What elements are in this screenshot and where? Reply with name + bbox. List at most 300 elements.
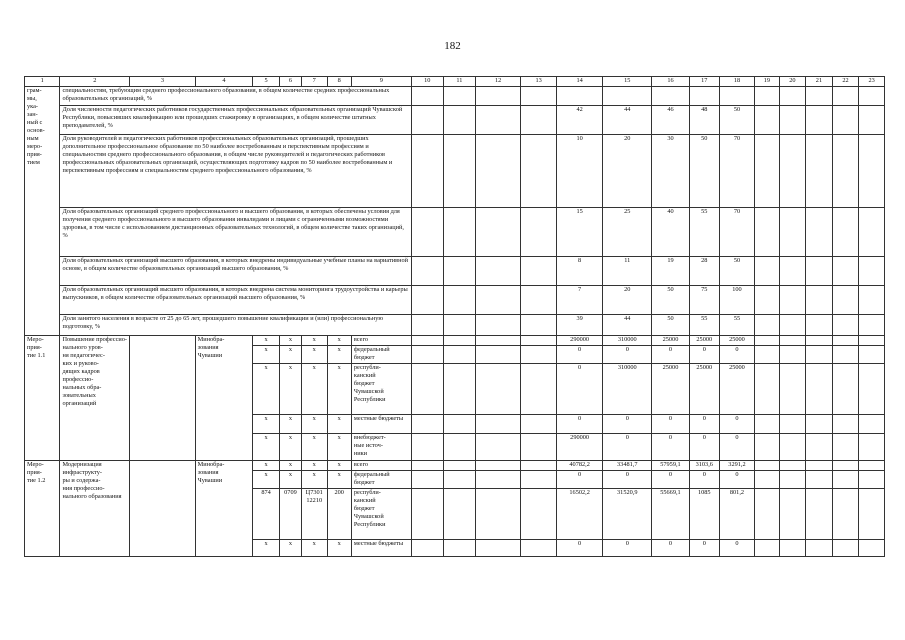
funding-value: 16502,2 bbox=[556, 489, 603, 540]
table-cell bbox=[411, 106, 443, 135]
table-cell bbox=[755, 489, 779, 540]
table-cell bbox=[411, 286, 443, 315]
budget-code: x bbox=[253, 434, 280, 461]
table-cell bbox=[521, 315, 556, 336]
indicator-text: Доля образовательных организаций среднего профессионального и высшего образования, в которых обеспечены условия для получения среднего профессионального и высшего образования инвалидами и лицами с ограниченными возможностями здоровья, в том числе с использованием дистанционных образовательных технологий, в общем количестве таких организаций, % bbox=[60, 208, 411, 257]
table-cell bbox=[443, 315, 475, 336]
indicator-value bbox=[603, 87, 652, 106]
indicator-value: 44 bbox=[603, 315, 652, 336]
table-cell bbox=[521, 415, 556, 434]
table-cell bbox=[859, 106, 885, 135]
table-cell bbox=[443, 135, 475, 208]
table-cell bbox=[755, 257, 779, 286]
table-cell bbox=[521, 106, 556, 135]
funding-value: 25000 bbox=[652, 336, 690, 346]
table-cell bbox=[806, 415, 833, 434]
indicator-value: 55 bbox=[689, 208, 719, 257]
table-cell bbox=[411, 336, 443, 346]
table-cell bbox=[443, 286, 475, 315]
indicator-value: 48 bbox=[689, 106, 719, 135]
budget-code: x bbox=[279, 364, 301, 415]
table-cell bbox=[832, 315, 859, 336]
table-cell bbox=[779, 135, 806, 208]
column-header: 18 bbox=[719, 77, 754, 87]
table-cell bbox=[806, 471, 833, 489]
funding-value: 0 bbox=[556, 364, 603, 415]
table-cell bbox=[859, 346, 885, 364]
indicator-text: Доля руководителей и педагогических работников профессиональных образовательных организаций, прошедших дополнительное профессиональное образование по 50 наиболее востребованным и перспективным профессиям и специальностям среднего профессионального образования, в общем числе руководителей и педагогических работников профессиональных образовательных организаций, осуществляющих подготовку кадров по 50 наиболее востребованным и перспективным профессиям и специальностям среднего профессионального образования, % bbox=[60, 135, 411, 208]
funding-value: 310000 bbox=[603, 336, 652, 346]
measure-name: Повышение профессио- нального уров- ня педагогичес- ких и руково- дящих кадров профессио- нальных обра- зовательных организаций bbox=[60, 336, 130, 461]
table-cell bbox=[443, 434, 475, 461]
table-cell bbox=[779, 346, 806, 364]
table-cell bbox=[521, 257, 556, 286]
funding-value: 25000 bbox=[689, 336, 719, 346]
measure-label: Меро- прия- тие 1.1 bbox=[25, 336, 60, 461]
funding-value: 31520,9 bbox=[603, 489, 652, 540]
table-cell bbox=[411, 471, 443, 489]
budget-code: x bbox=[253, 415, 280, 434]
table-cell bbox=[779, 471, 806, 489]
table-cell bbox=[806, 286, 833, 315]
column-header: 23 bbox=[859, 77, 885, 87]
table-cell bbox=[755, 87, 779, 106]
page-number: 182 bbox=[444, 40, 461, 52]
table-cell bbox=[755, 461, 779, 471]
table-cell bbox=[806, 135, 833, 208]
indicator-row bbox=[25, 286, 885, 315]
table-cell bbox=[806, 336, 833, 346]
budget-code: x bbox=[302, 415, 327, 434]
funding-value: 0 bbox=[603, 471, 652, 489]
table-cell bbox=[779, 106, 806, 135]
table-cell bbox=[755, 364, 779, 415]
table-cell bbox=[806, 364, 833, 415]
indicator-value: 25 bbox=[603, 208, 652, 257]
budget-code: x bbox=[302, 461, 327, 471]
budget-code: x bbox=[302, 434, 327, 461]
budget-code: x bbox=[327, 336, 351, 346]
table-cell bbox=[806, 315, 833, 336]
table-cell bbox=[130, 336, 195, 461]
table-cell bbox=[521, 336, 556, 346]
funding-value: 0 bbox=[603, 346, 652, 364]
indicator-value: 70 bbox=[719, 208, 754, 257]
funding-value: 0 bbox=[556, 415, 603, 434]
budget-code: x bbox=[302, 471, 327, 489]
budget-code: x bbox=[279, 346, 301, 364]
indicator-value: 8 bbox=[556, 257, 603, 286]
table-cell bbox=[755, 336, 779, 346]
table-cell bbox=[443, 364, 475, 415]
table-cell bbox=[521, 286, 556, 315]
table-cell bbox=[859, 135, 885, 208]
budget-code: x bbox=[279, 415, 301, 434]
indicator-value: 20 bbox=[603, 286, 652, 315]
budget-code: x bbox=[327, 540, 351, 557]
column-header: 22 bbox=[832, 77, 859, 87]
budget-code: x bbox=[279, 540, 301, 557]
table-cell bbox=[755, 106, 779, 135]
funding-value: 0 bbox=[652, 415, 690, 434]
table-cell bbox=[443, 87, 475, 106]
budget-code: x bbox=[327, 434, 351, 461]
table-cell bbox=[411, 346, 443, 364]
table-cell bbox=[475, 346, 520, 364]
column-header: 11 bbox=[443, 77, 475, 87]
indicator-value: 19 bbox=[652, 257, 690, 286]
column-header: 7 bbox=[302, 77, 327, 87]
funding-value: 0 bbox=[689, 415, 719, 434]
funding-value: 290000 bbox=[556, 434, 603, 461]
table-cell bbox=[521, 208, 556, 257]
table-cell bbox=[859, 540, 885, 557]
funding-value: 0 bbox=[652, 434, 690, 461]
funding-source: местные бюджеты bbox=[351, 415, 411, 434]
indicator-value: 28 bbox=[689, 257, 719, 286]
column-header: 14 bbox=[556, 77, 603, 87]
budget-code: x bbox=[279, 471, 301, 489]
budget-code: x bbox=[279, 434, 301, 461]
table-cell bbox=[521, 461, 556, 471]
program-table bbox=[24, 76, 885, 557]
budget-code: x bbox=[279, 461, 301, 471]
funding-value: 25000 bbox=[719, 364, 754, 415]
table-cell bbox=[411, 135, 443, 208]
funding-value: 290000 bbox=[556, 336, 603, 346]
measure-label: Меро- прия- тие 1.2 bbox=[25, 461, 60, 557]
table-cell bbox=[755, 135, 779, 208]
funding-value: 0 bbox=[652, 540, 690, 557]
funding-value: 25000 bbox=[689, 364, 719, 415]
funding-value: 0 bbox=[603, 540, 652, 557]
table-cell bbox=[475, 315, 520, 336]
side-label: грам- мы, ука- зан- ный с основ- ным меро- прия- тием bbox=[25, 87, 60, 336]
table-cell bbox=[859, 489, 885, 540]
budget-code: x bbox=[327, 461, 351, 471]
indicator-value: 50 bbox=[652, 286, 690, 315]
budget-code: x bbox=[302, 346, 327, 364]
funding-value: 25000 bbox=[652, 364, 690, 415]
budget-code: x bbox=[253, 461, 280, 471]
funding-value: 0 bbox=[719, 471, 754, 489]
column-header: 20 bbox=[779, 77, 806, 87]
table-cell bbox=[475, 364, 520, 415]
table-cell bbox=[859, 257, 885, 286]
indicator-value bbox=[652, 87, 690, 106]
indicator-value: 55 bbox=[719, 315, 754, 336]
funding-value: 0 bbox=[719, 346, 754, 364]
indicator-value: 40 bbox=[652, 208, 690, 257]
funding-value: 3103,6 bbox=[689, 461, 719, 471]
budget-code: x bbox=[302, 364, 327, 415]
table-cell bbox=[443, 106, 475, 135]
table-cell bbox=[475, 106, 520, 135]
table-cell bbox=[411, 434, 443, 461]
column-header: 12 bbox=[475, 77, 520, 87]
table-cell bbox=[859, 461, 885, 471]
table-cell bbox=[832, 208, 859, 257]
column-header: 8 bbox=[327, 77, 351, 87]
table-cell bbox=[411, 257, 443, 286]
table-cell bbox=[832, 461, 859, 471]
table-cell bbox=[411, 540, 443, 557]
table-cell bbox=[411, 415, 443, 434]
table-cell bbox=[806, 106, 833, 135]
table-cell bbox=[779, 461, 806, 471]
table-cell bbox=[411, 489, 443, 540]
indicator-value bbox=[556, 87, 603, 106]
column-header: 19 bbox=[755, 77, 779, 87]
table-cell bbox=[443, 208, 475, 257]
table-cell bbox=[443, 346, 475, 364]
table-cell bbox=[832, 135, 859, 208]
table-cell bbox=[411, 87, 443, 106]
funding-value: 310000 bbox=[603, 364, 652, 415]
table-cell bbox=[806, 540, 833, 557]
funding-source: всего bbox=[351, 336, 411, 346]
table-cell bbox=[521, 346, 556, 364]
indicator-value: 44 bbox=[603, 106, 652, 135]
table-cell bbox=[859, 315, 885, 336]
table-cell bbox=[859, 415, 885, 434]
measure-executor: Минобра- зования Чувашии bbox=[195, 336, 253, 461]
measure-name: Модернизация инфраструкту- ры и содержа- ния профессио- нального образования bbox=[60, 461, 130, 557]
funding-value: 40782,2 bbox=[556, 461, 603, 471]
indicator-value: 10 bbox=[556, 135, 603, 208]
table-cell bbox=[521, 135, 556, 208]
table-cell bbox=[806, 346, 833, 364]
table-cell bbox=[443, 471, 475, 489]
table-cell bbox=[411, 364, 443, 415]
table-cell bbox=[806, 87, 833, 106]
indicator-value: 75 bbox=[689, 286, 719, 315]
measure-row bbox=[25, 461, 885, 471]
table-cell bbox=[755, 415, 779, 434]
indicator-value: 50 bbox=[652, 315, 690, 336]
funding-value: 0 bbox=[652, 346, 690, 364]
table-cell bbox=[832, 346, 859, 364]
indicator-value: 70 bbox=[719, 135, 754, 208]
table-cell bbox=[779, 434, 806, 461]
budget-code: x bbox=[302, 336, 327, 346]
budget-code: x bbox=[253, 336, 280, 346]
table-cell bbox=[443, 336, 475, 346]
indicator-row bbox=[25, 257, 885, 286]
table-cell bbox=[475, 540, 520, 557]
funding-source: федеральный бюджет bbox=[351, 471, 411, 489]
table-cell bbox=[475, 461, 520, 471]
indicator-row bbox=[25, 208, 885, 257]
table-cell bbox=[806, 434, 833, 461]
table-cell bbox=[859, 364, 885, 415]
table-cell bbox=[832, 364, 859, 415]
table-cell bbox=[832, 471, 859, 489]
indicator-text: специальностям, требующим среднего профессионального образования, в общем количестве средних профессиональных образовательных организаций, % bbox=[60, 87, 411, 106]
funding-value: 0 bbox=[652, 471, 690, 489]
table-cell bbox=[806, 257, 833, 286]
funding-value: 0 bbox=[719, 540, 754, 557]
table-cell bbox=[806, 461, 833, 471]
table-cell bbox=[832, 106, 859, 135]
funding-source: республи- канский бюджет Чувашской Республики bbox=[351, 364, 411, 415]
indicator-value bbox=[689, 87, 719, 106]
table-cell bbox=[832, 257, 859, 286]
table-cell bbox=[832, 336, 859, 346]
budget-code: x bbox=[327, 364, 351, 415]
table-cell bbox=[475, 434, 520, 461]
table-cell bbox=[475, 471, 520, 489]
table-cell bbox=[475, 489, 520, 540]
table-cell bbox=[832, 87, 859, 106]
indicator-value: 7 bbox=[556, 286, 603, 315]
funding-source: внебюджет- ные источ- ники bbox=[351, 434, 411, 461]
funding-value: 57959,1 bbox=[652, 461, 690, 471]
indicator-value: 15 bbox=[556, 208, 603, 257]
column-header: 1 bbox=[25, 77, 60, 87]
indicator-value: 30 bbox=[652, 135, 690, 208]
table-cell bbox=[832, 286, 859, 315]
table-cell bbox=[443, 461, 475, 471]
table-cell bbox=[832, 415, 859, 434]
column-header: 2 bbox=[60, 77, 130, 87]
column-header: 5 bbox=[253, 77, 280, 87]
indicator-value: 42 bbox=[556, 106, 603, 135]
budget-code: x bbox=[327, 415, 351, 434]
indicator-value: 100 bbox=[719, 286, 754, 315]
funding-value: 0 bbox=[719, 415, 754, 434]
table-cell bbox=[521, 540, 556, 557]
table-cell bbox=[755, 346, 779, 364]
funding-value: 801,2 bbox=[719, 489, 754, 540]
table-cell bbox=[779, 257, 806, 286]
column-header: 3 bbox=[130, 77, 195, 87]
table-cell bbox=[411, 461, 443, 471]
funding-source: местные бюджеты bbox=[351, 540, 411, 557]
table-cell bbox=[411, 315, 443, 336]
table-cell bbox=[521, 471, 556, 489]
table-cell bbox=[779, 540, 806, 557]
table-cell bbox=[806, 208, 833, 257]
indicator-value bbox=[719, 87, 754, 106]
indicator-text: Доля занятого населения в возрасте от 25 до 65 лет, прошедшего повышение квалификации и (или) профессиональную подготовку, % bbox=[60, 315, 411, 336]
table-cell bbox=[755, 434, 779, 461]
table-cell bbox=[475, 87, 520, 106]
budget-code: 874 bbox=[253, 489, 280, 540]
funding-value: 0 bbox=[603, 415, 652, 434]
column-header: 10 bbox=[411, 77, 443, 87]
funding-value: 0 bbox=[603, 434, 652, 461]
indicator-value: 20 bbox=[603, 135, 652, 208]
table-cell bbox=[475, 286, 520, 315]
funding-value: 0 bbox=[556, 471, 603, 489]
indicator-row bbox=[25, 87, 885, 106]
indicator-row bbox=[25, 315, 885, 336]
measure-row bbox=[25, 336, 885, 346]
funding-value: 0 bbox=[689, 540, 719, 557]
table-cell bbox=[806, 489, 833, 540]
measure-executor: Минобра- зования Чувашии bbox=[195, 461, 253, 557]
table-cell bbox=[443, 415, 475, 434]
budget-code: x bbox=[302, 540, 327, 557]
table-cell bbox=[779, 286, 806, 315]
indicator-text: Доля образовательных организаций высшего образования, в которых внедрены индивидуальные учебные планы на вариативной основе, в общем количестве образовательных организаций высшего образования, % bbox=[60, 257, 411, 286]
column-header: 9 bbox=[351, 77, 411, 87]
indicator-row bbox=[25, 135, 885, 208]
column-header: 6 bbox=[279, 77, 301, 87]
table-cell bbox=[755, 540, 779, 557]
funding-value: 25000 bbox=[719, 336, 754, 346]
funding-value: 0 bbox=[689, 434, 719, 461]
table-cell bbox=[475, 415, 520, 434]
table-cell bbox=[859, 286, 885, 315]
budget-code: Ц7301 12210 bbox=[302, 489, 327, 540]
indicator-value: 50 bbox=[719, 106, 754, 135]
indicator-value: 11 bbox=[603, 257, 652, 286]
indicator-value: 50 bbox=[689, 135, 719, 208]
indicator-value: 39 bbox=[556, 315, 603, 336]
indicator-value: 46 bbox=[652, 106, 690, 135]
funding-value: 1085 bbox=[689, 489, 719, 540]
table-cell bbox=[859, 471, 885, 489]
funding-source: всего bbox=[351, 461, 411, 471]
indicator-text: Доля образовательных организаций высшего образования, в которых внедрена система мониторинга трудоустройства и карьеры выпускников, в общем количестве образовательных организаций высшего образования, % bbox=[60, 286, 411, 315]
table-cell bbox=[779, 208, 806, 257]
table-cell bbox=[755, 208, 779, 257]
header-row bbox=[25, 77, 885, 87]
indicator-text: Доля численности педагогических работников государственных профессиональных образовательных организаций Чувашской Республики, повысивших квалификацию или прошедших стажировку в организациях, в общем количестве штатных преподавателей, % bbox=[60, 106, 411, 135]
table-cell bbox=[443, 489, 475, 540]
table-cell bbox=[859, 434, 885, 461]
table-cell bbox=[443, 540, 475, 557]
table-cell bbox=[443, 257, 475, 286]
funding-source: федеральный бюджет bbox=[351, 346, 411, 364]
indicator-value: 50 bbox=[719, 257, 754, 286]
funding-source: республи- канский бюджет Чувашской Республики bbox=[351, 489, 411, 540]
column-header: 13 bbox=[521, 77, 556, 87]
budget-code: x bbox=[253, 471, 280, 489]
table-body bbox=[25, 77, 885, 557]
table-cell bbox=[475, 208, 520, 257]
indicator-value: 55 bbox=[689, 315, 719, 336]
funding-value: 0 bbox=[556, 540, 603, 557]
budget-code: x bbox=[253, 346, 280, 364]
budget-code: x bbox=[279, 336, 301, 346]
budget-code: x bbox=[253, 364, 280, 415]
column-header: 15 bbox=[603, 77, 652, 87]
budget-code: x bbox=[327, 346, 351, 364]
table-cell bbox=[859, 87, 885, 106]
table-cell bbox=[832, 489, 859, 540]
funding-value: 0 bbox=[556, 346, 603, 364]
table-cell bbox=[411, 208, 443, 257]
table-cell bbox=[859, 208, 885, 257]
budget-code: 0709 bbox=[279, 489, 301, 540]
table-cell bbox=[779, 87, 806, 106]
funding-value: 0 bbox=[719, 434, 754, 461]
table-cell bbox=[779, 336, 806, 346]
table-cell bbox=[521, 87, 556, 106]
table-cell bbox=[475, 135, 520, 208]
table-cell bbox=[755, 286, 779, 315]
table-cell bbox=[130, 461, 195, 557]
funding-value: 0 bbox=[689, 346, 719, 364]
column-header: 21 bbox=[806, 77, 833, 87]
table-cell bbox=[475, 336, 520, 346]
table-cell bbox=[521, 489, 556, 540]
table-cell bbox=[859, 336, 885, 346]
table-cell bbox=[755, 315, 779, 336]
